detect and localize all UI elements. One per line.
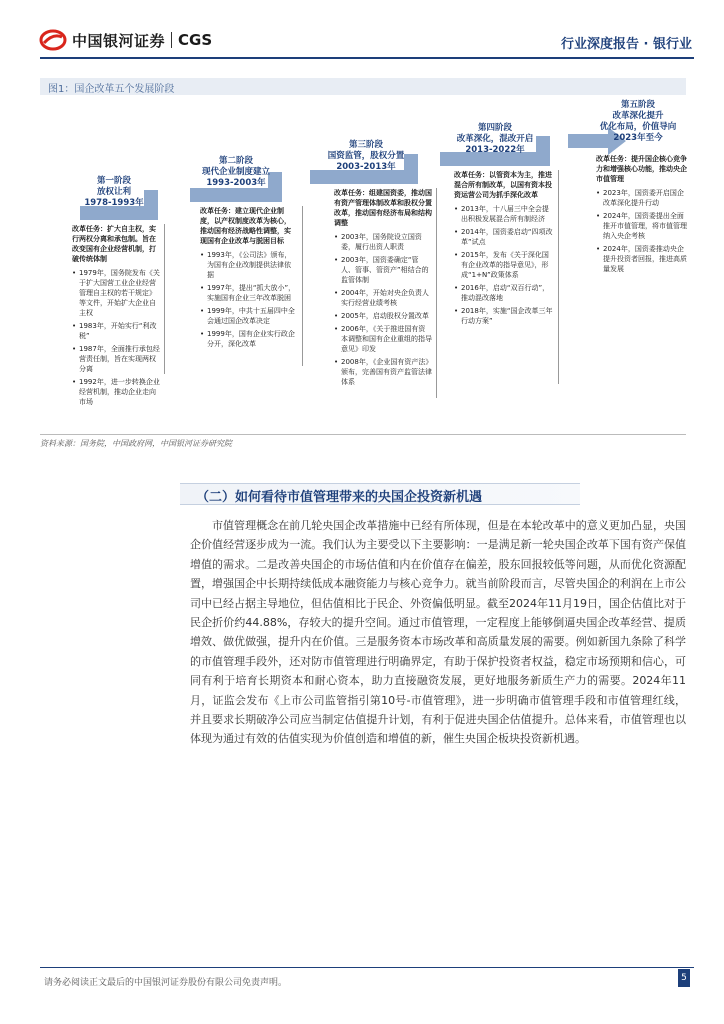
list-item: • 2005年，启动股权分置改革 bbox=[334, 311, 432, 321]
stage-5-title: 第五阶段 改革深化提升 优化布局，价值导向 2023年至今 bbox=[599, 100, 677, 143]
stage-2-task: 改革任务：建立现代企业制度，以产权制度改革为核心，推动国有经济战略性调整，实现国有企业改革与脱困目标 bbox=[200, 207, 291, 245]
brand-logo bbox=[40, 29, 212, 51]
brand-name-cn: 中国银河证券 bbox=[72, 31, 166, 50]
section-title: （二）如何看待市值管理带来的央国企投资新机遇 bbox=[180, 483, 580, 505]
stage-1-list bbox=[72, 268, 162, 407]
header-divider bbox=[40, 57, 694, 59]
list-item: • 1987年，全面推行承包经营责任制，旨在实现两权分离 bbox=[72, 344, 162, 374]
stage-3-title: 第三阶段 国资监管，股权分置 2003-2013年 bbox=[327, 140, 405, 172]
stage-3-box bbox=[334, 188, 432, 398]
figure-source: 资料来源：国务院，中国政府网，中国银河证券研究院 bbox=[40, 434, 686, 449]
stage-4-box bbox=[454, 170, 554, 384]
list-item: • 2006年，《关于推进国有资本调整和国有企业重组的指导意见》印发 bbox=[334, 324, 432, 354]
list-item: • 1997年，提出“抓大放小”，实施国有企业三年改革脱困 bbox=[200, 283, 296, 303]
stage-5-box bbox=[596, 154, 688, 334]
stage-1-title: 第一阶段 放权让利 1978-1993年 bbox=[84, 176, 144, 208]
stage-1-task: 改革任务：扩大自主权，实行两权分离和承包制。旨在改变国有企业经营机制，打破传统体制 bbox=[72, 225, 156, 263]
stage-1-divider bbox=[164, 224, 165, 374]
list-item: • 2024年，国资委推动央企提升投资者回报，推进高质量发展 bbox=[596, 244, 688, 274]
footer-disclaimer: 请务必阅读正文最后的中国银河证券股份有限公司免责声明。 bbox=[44, 978, 288, 988]
list-item: • 1999年，国有企业实行政企分开，深化改革 bbox=[200, 329, 296, 349]
list-item: • 2016年，启动“双百行动”，推动混改落地 bbox=[454, 283, 554, 303]
list-item: • 2024年，国资委提出全面推开市值管理，将市值管理纳入央企考核 bbox=[596, 211, 688, 241]
list-item: • 2003年，国资委确定“管人、管事、管资产”相结合的监管体制 bbox=[334, 255, 432, 285]
list-item: • 1993年，《公司法》颁布，为国有企业改制提供法律依据 bbox=[200, 250, 296, 280]
brand-name-en: CGS bbox=[178, 31, 213, 49]
list-item: • 1992年，进一步转换企业经营机制，推动企业走向市场 bbox=[72, 377, 162, 407]
list-item: • 2014年，国资委启动“四项改革”试点 bbox=[454, 227, 554, 247]
list-item: • 2013年，十八届三中全会提出积极发展混合所有制经济 bbox=[454, 204, 554, 224]
list-item: • 1979年，国务院发布《关于扩大国营工业企业经营管理自主权的若干规定》等文件，开始扩大企业自主权 bbox=[72, 268, 162, 318]
page-header bbox=[0, 0, 724, 60]
stage-3-divider bbox=[436, 188, 437, 398]
stage-4-task: 改革任务：以管资本为主，推进混合所有制改革，以国有资本投资运营公司为抓手深化改革 bbox=[454, 171, 552, 199]
stage-2-title: 第二阶段 现代企业制度建立 1993-2003年 bbox=[201, 156, 270, 188]
stage-2-list bbox=[200, 250, 296, 349]
list-item: • 1999年，中共十五届四中全会通过国企改革决定 bbox=[200, 306, 296, 326]
list-item: • 2023年，国资委开启国企改革深化提升行动 bbox=[596, 188, 688, 208]
stage-3-task: 改革任务：组建国资委，推动国有资产管理体制改革和股权分置改革，推动国有经济布局和结构调整 bbox=[334, 189, 432, 227]
figure-title: 图1：国企改革五个发展阶段 bbox=[40, 78, 686, 95]
stage-4-title: 第四阶段 改革深化，混改开启 2013-2022年 bbox=[456, 123, 534, 155]
list-item: • 2018年，实施“国企改革三年行动方案” bbox=[454, 306, 554, 326]
list-item: • 2004年，开始对央企负责人实行经营业绩考核 bbox=[334, 288, 432, 308]
footer-divider bbox=[40, 967, 694, 968]
stage-2-divider bbox=[302, 206, 303, 366]
stage-5-task: 改革任务：提升国企核心竞争力和增强核心功能，推动央企市值管理 bbox=[596, 155, 687, 183]
stage-5-list bbox=[596, 188, 688, 274]
list-item: • 2008年，《企业国有资产法》颁布，完善国有资产监管法律体系 bbox=[334, 357, 432, 387]
galaxy-logo-icon bbox=[40, 29, 66, 51]
list-item: • 2015年，发布《关于深化国有企业改革的指导意见》，形成“1+N”政策体系 bbox=[454, 250, 554, 280]
stage-4-list bbox=[454, 204, 554, 326]
stage-1-box bbox=[72, 224, 162, 406]
list-item: • 2003年，国务院设立国资委，履行出资人职责 bbox=[334, 232, 432, 252]
section-body: 市值管理概念在前几轮央国企改革措施中已经有所体现，但是在本轮改革中的意义更加凸显，央国企价值经营逐步成为一流。我们认为主要受以下主要影响：一是满足新一轮央国企改革下国有资产保值增值的需求。二是改善央国企的市场估值和内在价值存在偏差，股东回报较低等问题，从而优化资源配置，增强国企中长期持续低成本融资能力与核心竞争力。就当前阶段而言，尽管央国企的利润在上市公司中已经占据主导地位，但估值相比于民企、外资偏低明显。截至2024年11月19日，国企估值比对于民企折价约44.88%，存较大的提升空间。通过市值管理，一定程度上能够倒逼央国企改革经营、提质增效、做优做强，提升内在价值。三是服务资本市场改革和高质量发展的需要。例如新国九条除了科学的市值管理手段外，还对防市值管理进行明确界定，有助于保护投资者权益，稳定市场预期和信心，可同有利于培育长期资本和耐心资本，助力直接融资发展，更好地服务新质生产力的需要。2024年11月，证监会发布《上市公司监管指引第10号-市值管理》，进一步明确市值管理手段和市值管理红线，并且要求长期破净公司应当制定估值提升计划，有利于促进央国企估值提升。总体来看，市值管理也以体现为通过有效的估值实现为价值创造和增值的新，催生央国企板块投资新机遇。 bbox=[190, 519, 686, 746]
reform-stages-figure bbox=[40, 98, 686, 430]
report-type: 行业深度报告 · 银行业 bbox=[561, 37, 692, 52]
stage-3-list bbox=[334, 232, 432, 387]
page-number: 5 bbox=[678, 969, 690, 987]
stage-2-box bbox=[200, 206, 296, 366]
list-item: • 1983年，开始实行“利改税” bbox=[72, 321, 162, 341]
stage-4-divider bbox=[558, 170, 559, 384]
brand-separator bbox=[171, 32, 172, 48]
